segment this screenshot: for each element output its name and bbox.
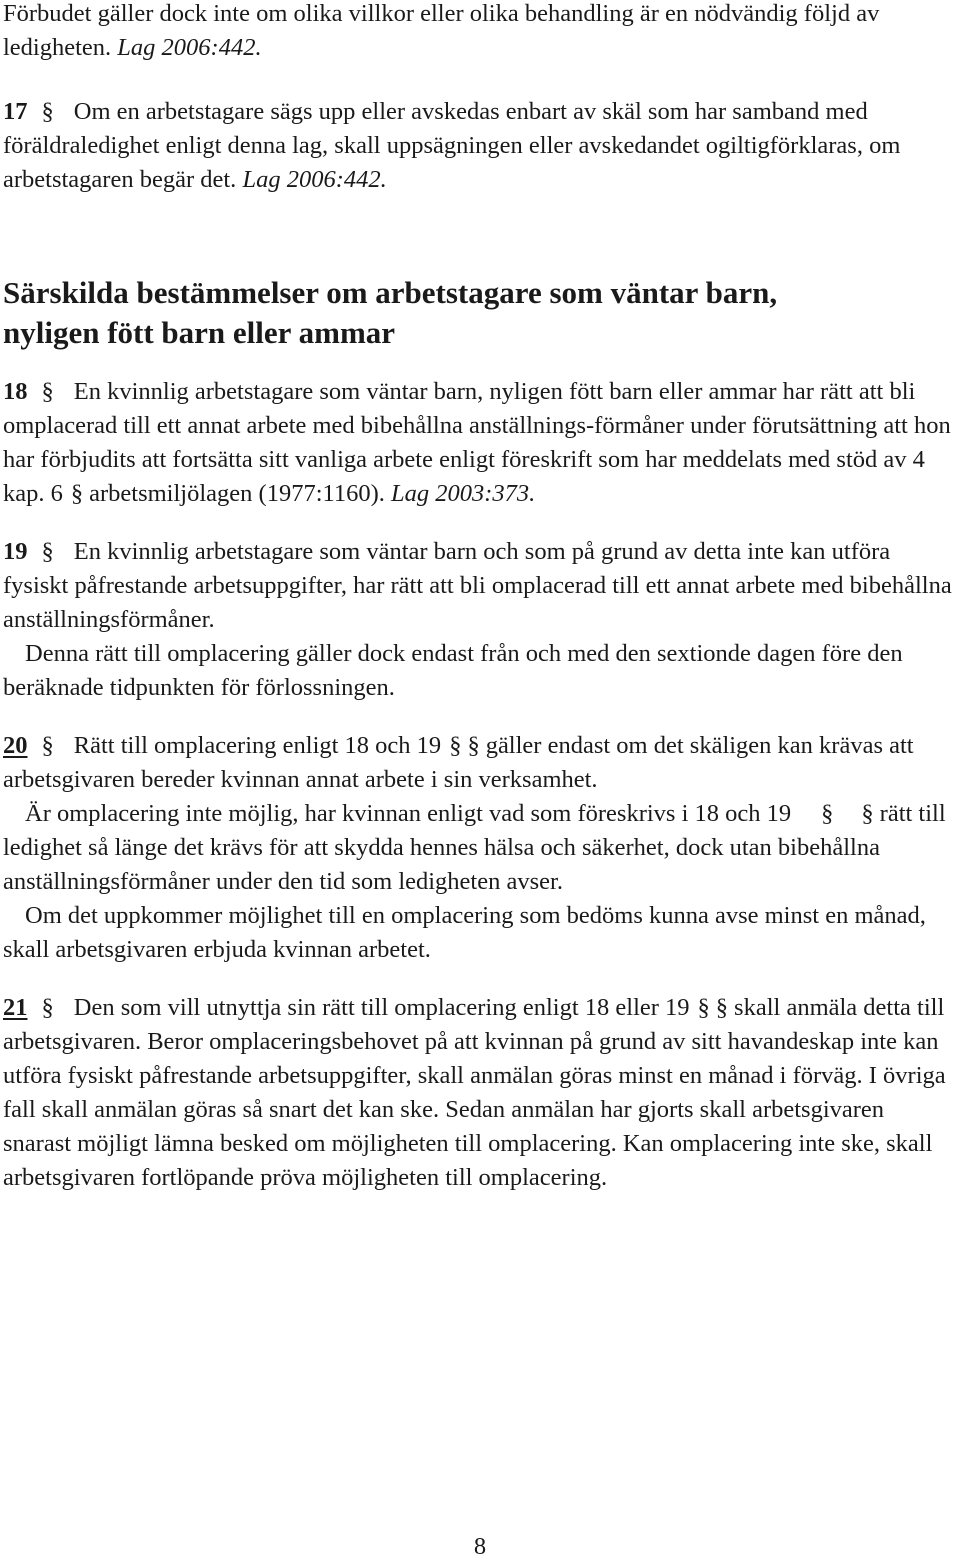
section-sign: § [41, 378, 54, 405]
paragraph-number: 20 [3, 732, 28, 759]
paragraph-text-cont: arbetsmiljölagen (1977:1160). [89, 480, 385, 507]
section-sign: § [41, 98, 54, 125]
document-page [3, 0, 958, 1195]
section-sign: § [41, 538, 54, 565]
paragraph-text: Är omplacering inte möjlig, har kvinnan enligt vad som föreskrivs i 18 och 19 [25, 800, 792, 827]
section-sign: § [449, 732, 462, 759]
section-sign: § [41, 732, 54, 759]
paragraph-text-cont: rätt till ledighet så länge det krävs för att skydda hennes hälsa och säkerhet, dock utan bibehållna anställningsförmåner under den tid som ledigheten avser. [3, 800, 946, 895]
section-sign: § [41, 994, 54, 1021]
intro-ref: Lag 2006:442. [117, 34, 262, 61]
paragraph-text: En kvinnlig arbetstagare som väntar barn, nyligen fött barn eller ammar har rätt att bli omplacerad till ett annat arbete med bibehållna anställnings-förmåner under förutsättning att hon har förbjudits att fortsätta sitt vanliga arbete enligt föreskrift som har meddelats med stöd av 4 kap. 6 [3, 378, 951, 507]
paragraph-number: 18 [3, 378, 28, 405]
paragraph-21 [3, 991, 958, 1195]
paragraph-text: Den som vill utnyttja sin rätt till omplacering enligt 18 eller 19 [73, 994, 690, 1021]
section-sign: § [861, 800, 874, 827]
section-sign: § [70, 480, 84, 507]
section-heading [3, 273, 958, 353]
page-number: 8 [473, 1533, 487, 1560]
section-sign: § [821, 800, 834, 827]
paragraph-text: Om en arbetstagare sägs upp eller avskedas enbart av skäl som har samband med föräldraledighet enligt denna lag, skall uppsägningen eller avskedandet ogiltigförklaras, om arbetstagaren begär det. [3, 98, 901, 193]
paragraph-20 [3, 729, 958, 797]
paragraph-20-third: Om det uppkommer möjlighet till en omplacering som bedöms kunna avse minst en månad, skall arbetsgivaren erbjuda kvinnan arbetet. [3, 902, 926, 963]
paragraph-text: En kvinnlig arbetstagare som väntar barn och som på grund av detta inte kan utföra fysiskt påfrestande arbetsuppgifter, har rätt att bli omplacerad till ett annat arbete med bibehållna anställningsförmåner. [3, 538, 952, 633]
paragraph-number: 17 [3, 98, 28, 125]
paragraph-number: 21 [3, 994, 28, 1021]
intro-paragraph [3, 0, 958, 65]
section-sign: § [715, 994, 729, 1021]
paragraph-number: 19 [3, 538, 28, 565]
section-sign: § [697, 994, 710, 1021]
law-ref: Lag 2006:442. [242, 166, 387, 193]
paragraph-19 [3, 535, 958, 637]
paragraph-text-cont: gäller endast om det skäligen kan krävas att arbetsgivaren bereder kvinnan annat arbete i sin verksamhet. [3, 732, 914, 793]
paragraph-text: Rätt till omplacering enligt 18 och 19 [73, 732, 442, 759]
heading-line-1: Särskilda bestämmelser om arbetstagare som väntar barn, [3, 275, 778, 310]
paragraph-text-cont: skall anmäla detta till arbetsgivaren. Beror omplaceringsbehovet på att kvinnan på grund av sitt havandeskap inte kan utföra fysiskt påfrestande arbetsuppgifter, skall anmälan göras minst en månad i förväg. I övriga fall skall anmälan göras så snart det kan ske. Sedan anmälan har gjorts skall arbetsgivaren snarast möjligt lämna besked om möjligheten till omplacering. Kan omplacering inte ske, skall arbetsgivaren fortlöpande pröva möjligheten till omplacering. [3, 994, 946, 1191]
paragraph-19-second: Denna rätt till omplacering gäller dock endast från och med den sextionde dagen före den beräknade tidpunkten för förlossningen. [3, 640, 903, 701]
paragraph-18 [3, 375, 958, 511]
section-sign: § [467, 732, 480, 759]
heading-line-2: nyligen fött barn eller ammar [3, 315, 396, 350]
intro-text: Förbudet gäller dock inte om olika villkor eller olika behandling är en nödvändig följd av ledigheten. [3, 0, 880, 61]
law-ref: Lag 2003:373. [391, 480, 536, 507]
paragraph-17 [3, 95, 958, 197]
paragraph-20-second [3, 797, 958, 899]
